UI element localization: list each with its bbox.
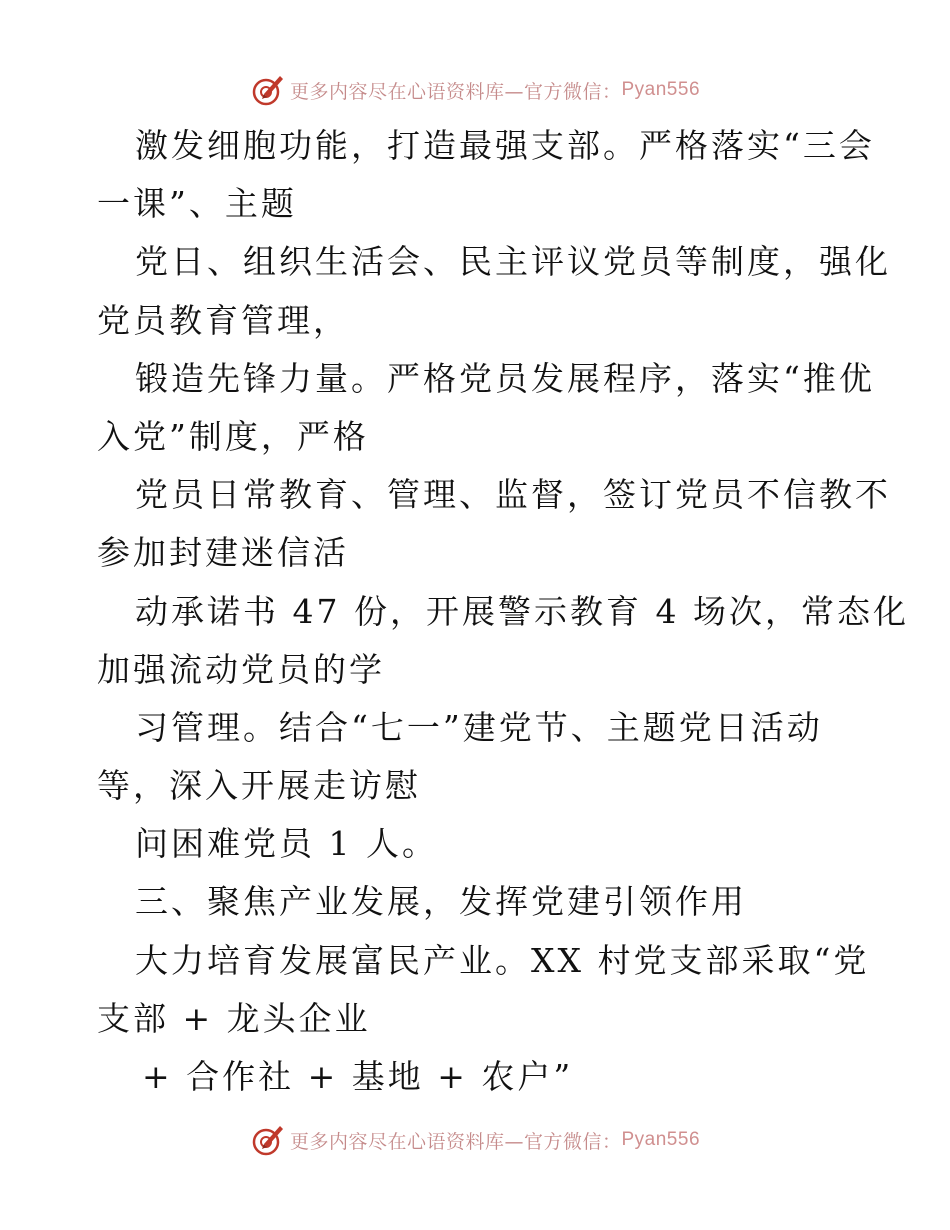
watermark-wechat-id: Pyan556 <box>621 1129 701 1150</box>
text-line: 支部 + 龙头企业 <box>97 998 371 1038</box>
text-line: 入党”制度，严格 <box>97 416 369 456</box>
body-text <box>97 117 909 1106</box>
text-line: 动承诺书 47 份，开展警示教育 4 场次，常态化 <box>135 591 909 631</box>
text-line: 锻造先锋力量。严格党员发展程序，落实“推优 <box>135 358 875 398</box>
watermark-wechat-id: Pyan556 <box>621 79 701 100</box>
header-watermark <box>0 70 950 110</box>
section-heading: 三、聚焦产业发展，发挥党建引领作用 <box>135 882 747 922</box>
watermark-text: 更多内容尽在心语资料库—官方微信： <box>289 1130 622 1153</box>
text-line: 习管理。结合“七一”建党节、主题党日活动 <box>135 707 823 747</box>
pen-logo-icon <box>250 1122 286 1158</box>
text-line: 党员教育管理， <box>97 300 349 340</box>
text-line: + 合作社 + 基地 + 农户” <box>142 1057 574 1096</box>
text-line: 加强流动党员的学 <box>97 649 385 689</box>
text-line: 参加封建迷信活 <box>97 533 349 573</box>
watermark-text: 更多内容尽在心语资料库—官方微信： <box>289 80 622 103</box>
text-line: 等，深入开展走访慰 <box>97 766 421 806</box>
pen-logo-icon <box>250 72 286 108</box>
text-line: 激发细胞功能，打造最强支部。严格落实“三会 <box>135 126 875 165</box>
text-line: 党日、组织生活会、民主评议党员等制度，强化 <box>135 242 891 282</box>
text-line: 一课”、主题 <box>97 184 297 224</box>
footer-watermark <box>0 1120 950 1160</box>
text-line: 党员日常教育、管理、监督，签订党员不信教不 <box>135 475 891 515</box>
text-line: 问困难党员 1 人。 <box>135 824 438 864</box>
text-line: 大力培育发展富民产业。XX 村党支部采取“党 <box>135 940 870 980</box>
